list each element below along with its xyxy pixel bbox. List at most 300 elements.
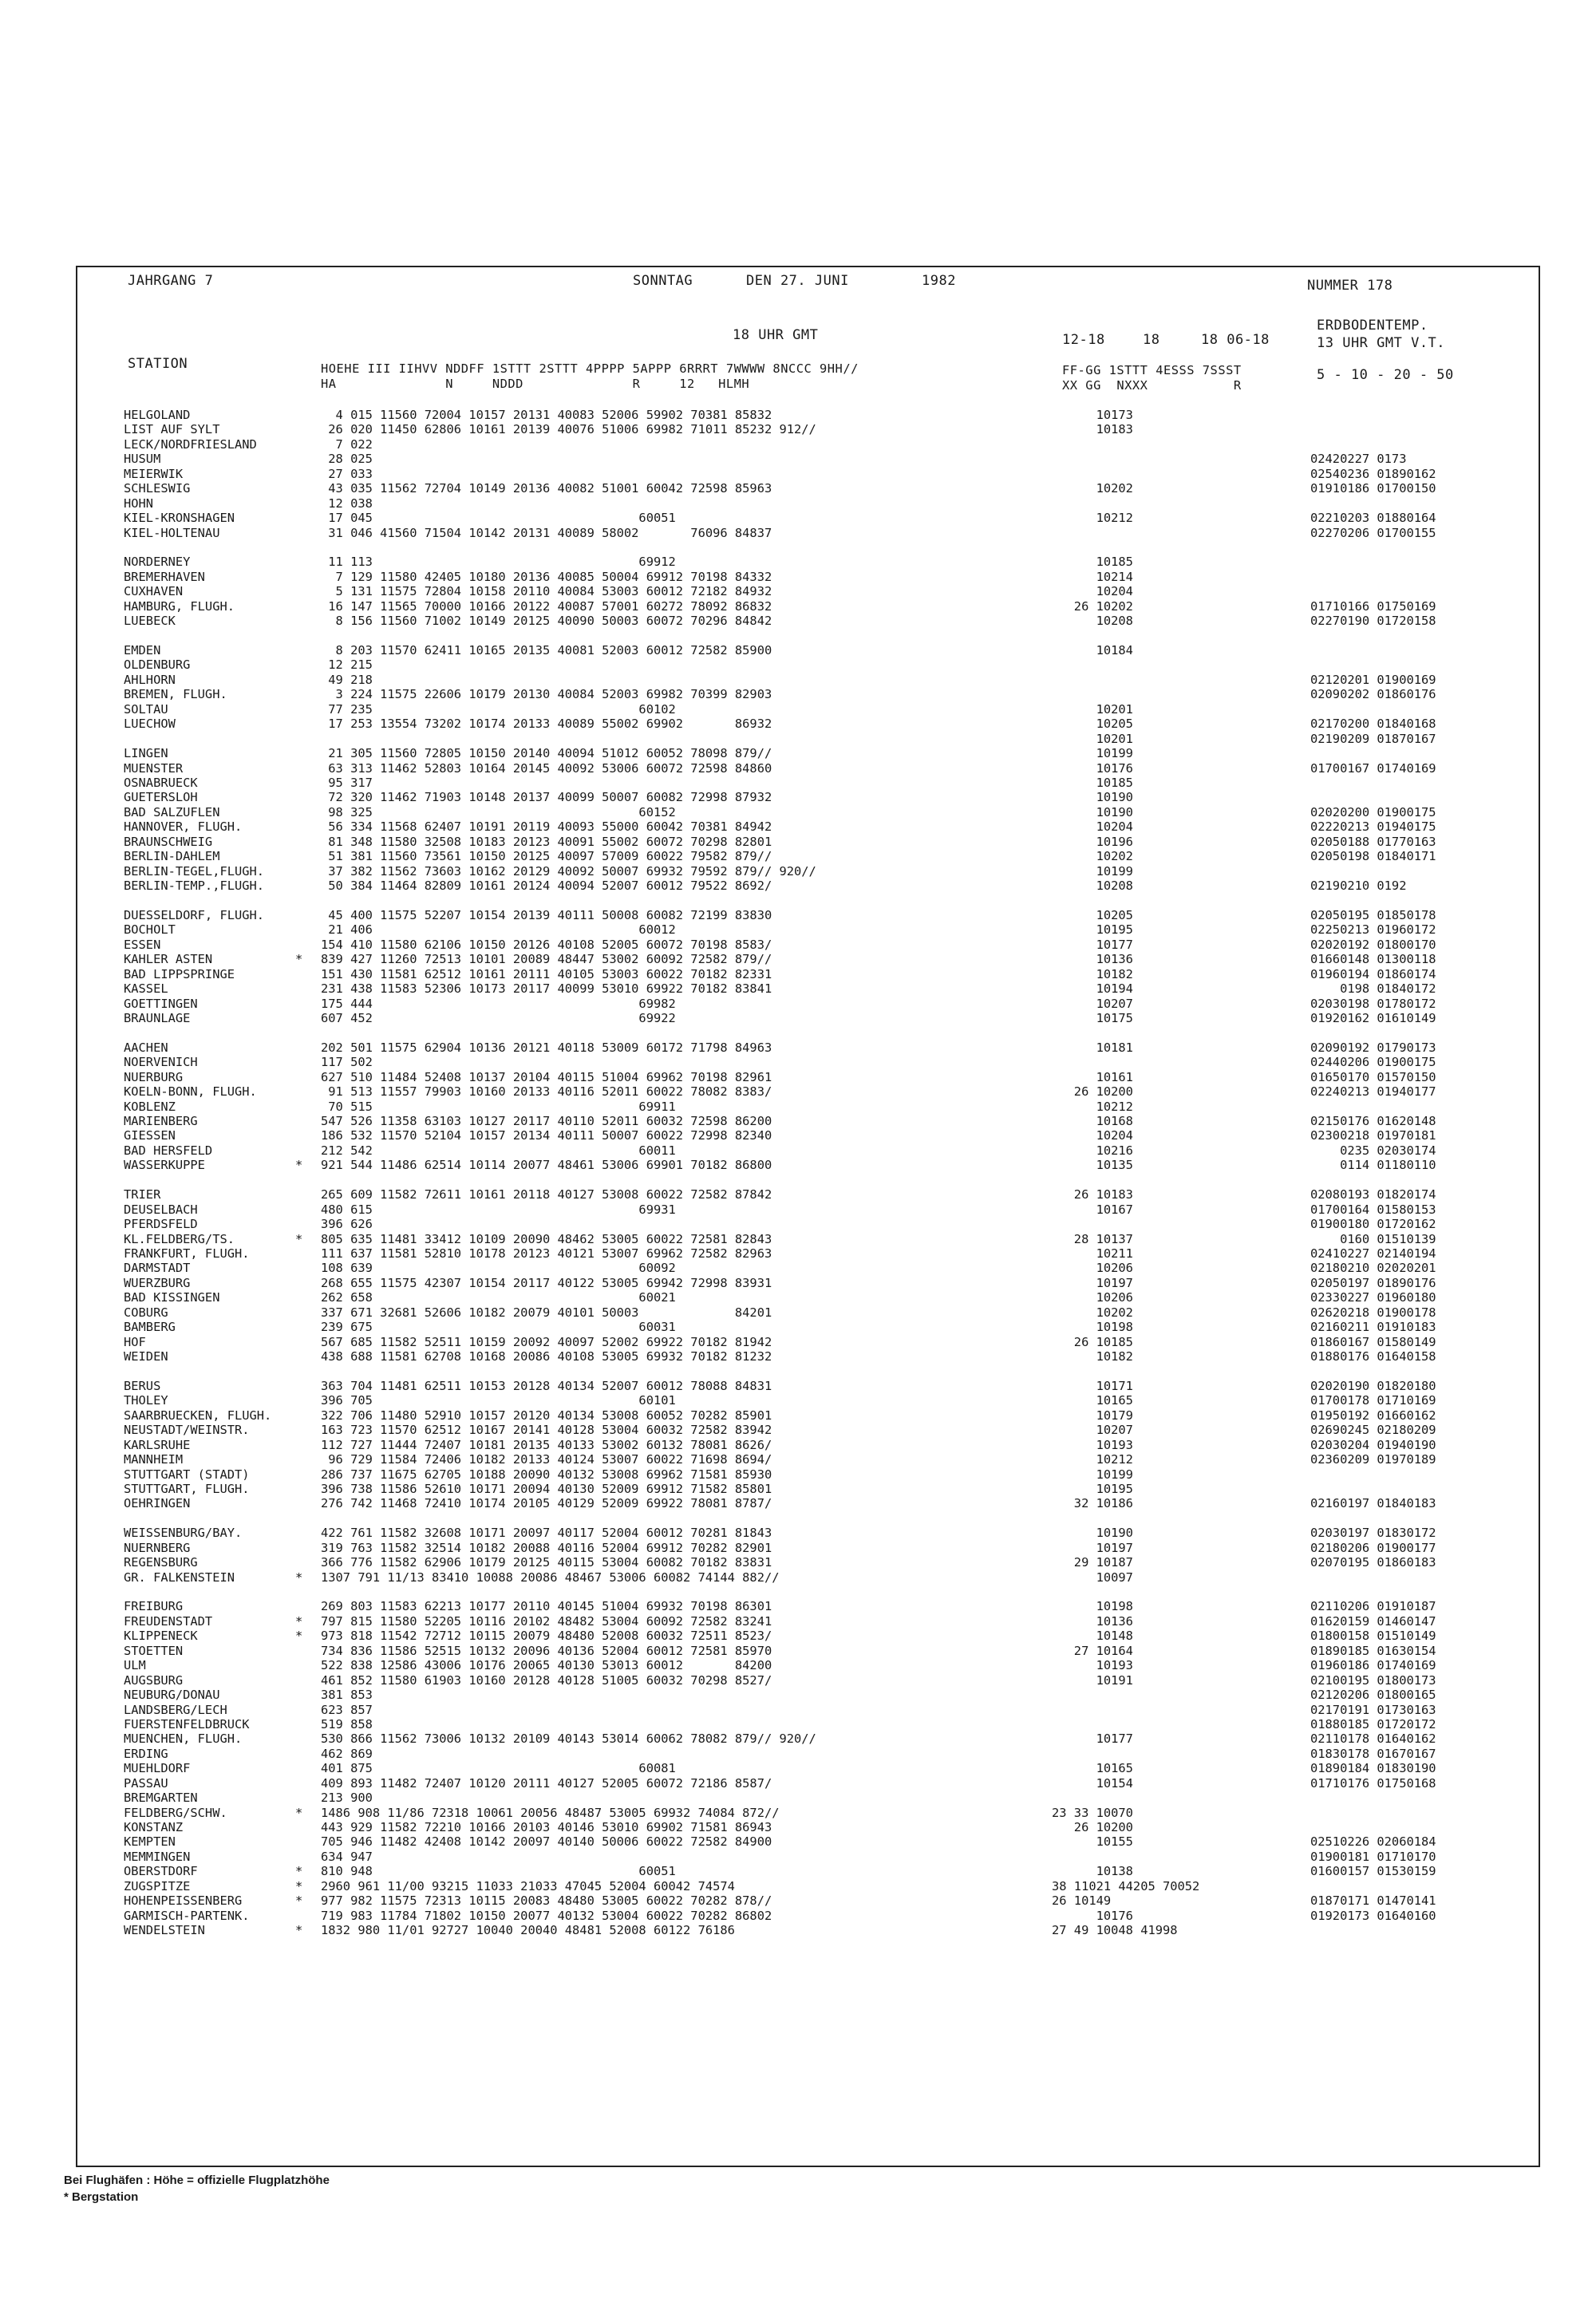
- station-name: WENDELSTEIN: [124, 1923, 205, 1938]
- mountain-station-mark: *: [295, 1893, 303, 1909]
- soil-temperatures: 01900180 01720162: [1310, 1217, 1436, 1232]
- soil-temperatures: [1310, 540, 1436, 555]
- mountain-station-mark: [295, 1128, 302, 1143]
- observation-codes: 27 033: [321, 466, 373, 481]
- period-values: 10195: [1052, 1481, 1133, 1496]
- observation-codes: 4 015 11560 72004 10157 20131 40083 52006 59902 70381 85832: [321, 408, 772, 422]
- mountain-station-mark: [295, 1173, 302, 1187]
- period-values: 10202: [1052, 849, 1133, 864]
- station-name: OSNABRUECK: [124, 775, 198, 790]
- mountain-station-mark: [295, 997, 302, 1011]
- mountain-station-mark: [295, 1717, 302, 1731]
- mountain-station-mark: [295, 614, 302, 628]
- period-values: 10173: [1052, 408, 1133, 422]
- mountain-station-mark: [295, 864, 302, 879]
- period-values: 10155: [1052, 1834, 1133, 1850]
- soil-temperatures: 01920162 01610149: [1310, 1010, 1436, 1025]
- station-name: [124, 732, 271, 746]
- station-name: KEMPTEN: [124, 1834, 176, 1850]
- period-values: 26 10149: [1052, 1893, 1112, 1909]
- period-values: [1052, 1217, 1199, 1231]
- soil-temperatures: [1310, 1879, 1436, 1893]
- station-name-column: [124, 408, 271, 1938]
- mountain-station-mark: [295, 1423, 302, 1437]
- period-values: 10168: [1052, 1114, 1133, 1128]
- mountain-station-mark: *: [295, 1231, 303, 1246]
- right-column-headings: FF-GG 1STTT 4ESSS 7SSST: [1062, 363, 1242, 377]
- soil-temperatures: [1310, 629, 1436, 643]
- soil-temperatures: [1310, 437, 1436, 452]
- period-values: 10193: [1052, 1437, 1133, 1452]
- period-values: [1052, 1364, 1199, 1378]
- soil-temperatures: 01960186 01740169: [1310, 1658, 1436, 1673]
- issue-number: NUMMER 178: [1307, 278, 1393, 294]
- observation-codes: 12 215: [321, 657, 373, 673]
- mountain-station-mark: [295, 732, 302, 746]
- observation-codes: 396 738 11586 52610 10171 20094 40130 52009 69912 71582 85801: [321, 1481, 772, 1496]
- observation-codes: 381 853: [321, 1688, 373, 1703]
- period-values: 10204: [1052, 1128, 1133, 1143]
- observation-codes: 269 803 11583 62213 10177 20110 40145 51004 69932 70198 86301: [321, 1599, 772, 1614]
- observation-codes: 3 224 11575 22606 10179 20130 40084 52003 69982 70399 82903: [321, 687, 772, 702]
- soil-temperatures: 01710166 01750169: [1310, 598, 1436, 614]
- soil-temperatures: [1310, 1806, 1436, 1820]
- station-name: SOLTAU: [124, 701, 168, 717]
- soil-temperatures: [1310, 1482, 1436, 1496]
- period-values: 10176: [1052, 1908, 1133, 1923]
- period-values: 10182: [1052, 1349, 1133, 1364]
- period-values: 10199: [1052, 863, 1133, 879]
- station-name: BAD SALZUFLEN: [124, 804, 220, 819]
- period-18: 18: [1143, 332, 1160, 348]
- station-name: AHLHORN: [124, 672, 176, 687]
- mountain-station-mark: [295, 835, 302, 849]
- soil-temperatures: [1310, 1570, 1436, 1585]
- mountain-station-mark: [295, 1688, 302, 1702]
- station-name: SCHLESWIG: [124, 481, 191, 496]
- soil-temperatures: 01900181 01710170: [1310, 1849, 1436, 1864]
- observation-codes: 438 688 11581 62708 10168 20086 40108 53005 69932 70182 81232: [321, 1349, 772, 1364]
- period-values: 10202: [1052, 1305, 1133, 1320]
- observation-codes: 17 045 60051: [321, 511, 676, 526]
- observation-codes: 276 742 11468 72410 10174 20105 40129 52009 69922 78081 8787/: [321, 1496, 772, 1511]
- soil-temperatures: 01650170 01570150: [1310, 1069, 1436, 1084]
- observation-codes: 480 615 69931: [321, 1202, 676, 1217]
- station-name: MUENCHEN, FLUGH.: [124, 1731, 243, 1747]
- observation-codes: 1486 908 11/86 72318 10061 20056 48487 53005 69932 74084 872//: [321, 1805, 780, 1820]
- period-values: 10199: [1052, 746, 1133, 761]
- mountain-station-mark: *: [295, 1805, 303, 1820]
- period-values: 10175: [1052, 1010, 1133, 1025]
- soil-temperatures: 01950192 01660162: [1310, 1408, 1436, 1423]
- period-values: 27 49 10048 41998: [1052, 1923, 1178, 1938]
- observation-codes: 21 406 60012: [321, 922, 676, 938]
- period-values: 10212: [1052, 511, 1133, 526]
- soil-temperatures: [1310, 702, 1436, 717]
- station-name: DUESSELDORF, FLUGH.: [124, 907, 265, 922]
- soil-temperatures: [1310, 1025, 1436, 1040]
- weekday-label: SONNTAG: [633, 273, 693, 289]
- station-name: TRIER: [124, 1187, 161, 1202]
- soil-temperatures: 01880185 01720172: [1310, 1716, 1436, 1731]
- mountain-station-mark: [295, 511, 302, 525]
- observation-codes: 734 836 11586 52515 10132 20096 40136 52004 60012 72581 85970: [321, 1643, 772, 1658]
- soil-temperatures: [1310, 657, 1436, 672]
- mountain-station-mark: [295, 1114, 302, 1128]
- station-name: FREUDENSTADT: [124, 1613, 213, 1629]
- mountain-station-mark: [295, 1393, 302, 1408]
- observation-codes: 462 869: [321, 1746, 373, 1761]
- mountain-station-mark: [295, 422, 302, 436]
- soil-temperatures: 02050198 01840171: [1310, 849, 1436, 864]
- period-values: 10177: [1052, 1731, 1133, 1747]
- soil-temperatures: [1310, 1511, 1436, 1526]
- period-values: [1052, 452, 1199, 466]
- soil-temperatures: 02170191 01730163: [1310, 1702, 1436, 1717]
- mountain-station-mark: [295, 1834, 302, 1849]
- mountain-station-mark: [295, 1438, 302, 1452]
- observation-codes: 202 501 11575 62904 10136 20121 40118 53009 60172 71798 84963: [321, 1040, 772, 1055]
- station-name: KARLSRUHE: [124, 1437, 191, 1452]
- observation-codes: 63 313 11462 52803 10164 20145 40092 53006 60072 72598 84860: [321, 760, 772, 776]
- soil-temperatures: [1310, 776, 1436, 790]
- station-name: [124, 1173, 271, 1187]
- soil-temperatures: 02180206 01900177: [1310, 1540, 1436, 1555]
- volume-label: JAHRGANG 7: [128, 273, 214, 289]
- mountain-station-mark: [295, 893, 302, 907]
- mountain-station-mark: [295, 746, 302, 760]
- observation-codes: 186 532 11570 52104 10157 20134 40111 50007 60022 72998 82340: [321, 1128, 772, 1143]
- soil-temperatures: 01700164 01580153: [1310, 1202, 1436, 1217]
- station-name: KIEL-HOLTENAU: [124, 525, 220, 540]
- period-values: [1052, 526, 1199, 540]
- station-name: REGENSBURG: [124, 1555, 198, 1570]
- mountain-station-mark: [295, 1276, 302, 1290]
- soil-temperatures: 02030204 01940190: [1310, 1437, 1436, 1452]
- soil-temperatures: [1310, 1467, 1436, 1482]
- period-values: [1052, 687, 1199, 701]
- period-values: 23 33 10070: [1052, 1805, 1133, 1820]
- mountain-station-mark: [295, 1555, 302, 1570]
- station-name: COBURG: [124, 1305, 168, 1320]
- station-name: NEUBURG/DONAU: [124, 1688, 220, 1703]
- footnote-mountain-station: * Bergstation: [64, 2190, 139, 2204]
- station-name: BOCHOLT: [124, 922, 176, 938]
- period-values: 10181: [1052, 1040, 1133, 1055]
- observation-codes: 21 305 11560 72805 10150 20140 40094 51012 60052 78098 879//: [321, 746, 772, 761]
- soil-temperatures: 02270206 01700155: [1310, 525, 1436, 540]
- soil-temperatures: 01600157 01530159: [1310, 1864, 1436, 1879]
- observation-codes: 1832 980 11/01 92727 10040 20040 48481 52008 60122 76186: [321, 1923, 735, 1938]
- year-label: 1982: [922, 273, 956, 289]
- period-values: [1052, 540, 1199, 555]
- soil-temperatures: 02050197 01890176: [1310, 1275, 1436, 1290]
- soil-temperatures: 02110178 01640162: [1310, 1731, 1436, 1747]
- station-name: FRANKFURT, FLUGH.: [124, 1246, 250, 1261]
- soil-temperatures: [1310, 1100, 1436, 1114]
- observation-codes: 567 685 11582 52511 10159 20092 40097 52002 69922 70182 81942: [321, 1334, 772, 1349]
- soil-temperatures: 02020192 01800170: [1310, 937, 1436, 952]
- period-values: 10193: [1052, 1658, 1133, 1673]
- soil-temperatures: 0160 01510139: [1310, 1231, 1436, 1246]
- period-values: [1052, 1850, 1199, 1864]
- observation-codes: 17 253 13554 73202 10174 20133 40089 55002 69902 86932: [321, 717, 772, 732]
- period-values: 10197: [1052, 1275, 1133, 1290]
- soil-temperatures: 02050195 01850178: [1310, 907, 1436, 922]
- mountain-station-mark: [295, 496, 302, 511]
- soil-temperatures: 02090192 01790173: [1310, 1040, 1436, 1055]
- period-values: [1052, 1717, 1199, 1731]
- period-values: 10201: [1052, 701, 1133, 717]
- mountain-station-mark: [295, 1541, 302, 1555]
- soil-temperatures: 01910186 01700150: [1310, 481, 1436, 496]
- period-values: 10191: [1052, 1672, 1133, 1688]
- observation-codes: 797 815 11580 52205 10116 20102 48482 53004 60092 72582 83241: [321, 1613, 772, 1629]
- observation-codes: [321, 732, 816, 746]
- mountain-station-mark: [295, 967, 302, 981]
- soil-temperatures: 02420227 0173: [1310, 452, 1407, 467]
- observation-codes: 28 025: [321, 452, 373, 467]
- station-name: HAMBURG, FLUGH.: [124, 598, 235, 614]
- soil-temperatures: 02120201 01900169: [1310, 672, 1436, 687]
- soil-temperatures: 02120206 01800165: [1310, 1688, 1436, 1703]
- observation-codes: 31 046 41560 71504 10142 20131 40089 58002 76096 84837: [321, 525, 772, 540]
- mountain-station-mark: [295, 1909, 302, 1923]
- station-name: FREIBURG: [124, 1599, 184, 1614]
- period-values: 10212: [1052, 1452, 1133, 1467]
- mountain-station-mark: [295, 879, 302, 893]
- mountain-station-mark: *: [295, 1158, 303, 1173]
- observation-codes: [321, 1364, 816, 1378]
- station-name: HELGOLAND: [124, 408, 191, 422]
- mountain-station-mark: [295, 805, 302, 819]
- mountain-station-mark: [295, 1055, 302, 1069]
- observation-codes: 396 626: [321, 1217, 373, 1232]
- soil-temperatures: 01870171 01470141: [1310, 1893, 1436, 1909]
- date-label: DEN 27. JUNI: [746, 273, 849, 289]
- observation-codes: 26 020 11450 62806 10161 20139 40076 51006 69982 71011 85232 912//: [321, 422, 816, 437]
- mountain-station-mark: [295, 1703, 302, 1717]
- observation-codes: 322 706 11480 52910 10157 20120 40134 53008 60052 70282 85901: [321, 1408, 772, 1423]
- station-name: THOLEY: [124, 1393, 168, 1408]
- observation-codes: 2960 961 11/00 93215 11033 21033 47045 52004 60042 74574: [321, 1878, 735, 1893]
- soil-temperatures: 02190209 01870167: [1310, 731, 1436, 746]
- station-name: EMDEN: [124, 643, 161, 657]
- period-values: 10198: [1052, 1599, 1133, 1614]
- period-values: [1052, 1747, 1199, 1761]
- observation-codes: [321, 540, 816, 555]
- mountain-station-mark: [295, 1644, 302, 1658]
- station-name: [124, 1364, 271, 1378]
- observation-codes: 268 655 11575 42307 10154 20117 40122 53005 69942 72998 83931: [321, 1275, 772, 1290]
- soil-temperatures: [1310, 1923, 1436, 1937]
- observation-codes: 805 635 11481 33412 10109 20090 48462 53005 60022 72581 82843: [321, 1231, 772, 1246]
- period-values: 10202: [1052, 481, 1133, 496]
- period-values: 27 10164: [1052, 1643, 1133, 1658]
- observation-codes: 70 515 69911: [321, 1099, 676, 1114]
- mountain-station-mark: [295, 702, 302, 717]
- soil-temperatures: 02020190 01820180: [1310, 1378, 1436, 1393]
- period-values: 10185: [1052, 555, 1133, 570]
- observation-codes: [321, 1511, 816, 1526]
- mountain-station-mark: [295, 555, 302, 569]
- station-name: PASSAU: [124, 1775, 168, 1791]
- period-values: 10206: [1052, 1290, 1133, 1305]
- period-values: 10196: [1052, 834, 1133, 849]
- mountain-station-mark: [295, 1731, 302, 1746]
- soil-temperatures: 01710176 01750168: [1310, 1775, 1436, 1791]
- mountain-station-mark: [295, 1246, 302, 1261]
- soil-temperatures: 02190210 0192: [1310, 879, 1407, 893]
- observation-codes: 91 513 11557 79903 10160 20133 40116 52011 60022 78082 8383/: [321, 1084, 772, 1100]
- mountain-station-mark: [295, 1187, 302, 1202]
- soil-temperatures: 01890185 01630154: [1310, 1643, 1436, 1658]
- observation-codes: 7 022: [321, 436, 373, 452]
- station-name: WEISSENBURG/BAY.: [124, 1526, 243, 1541]
- period-values: [1052, 437, 1199, 452]
- station-name: [124, 629, 271, 643]
- observation-column: [321, 408, 816, 1938]
- code-column-headings: HOEHE III IIHVV NDDFF 1STTT 2STTT 4PPPP 5APPP 6RRRT 7WWWW 8NCCC 9HH//: [321, 361, 859, 376]
- period-values: [1052, 1791, 1199, 1805]
- period-values: 10204: [1052, 819, 1133, 835]
- mountain-station-mark: *: [295, 1878, 303, 1893]
- observation-codes: 12 038: [321, 496, 373, 511]
- mountain-station-mark: [295, 1305, 302, 1320]
- observation-codes: 319 763 11582 32514 10182 20088 40116 52004 69912 70282 82901: [321, 1540, 772, 1555]
- station-name: GOETTINGEN: [124, 996, 198, 1011]
- observation-codes: 5 131 11575 72804 10158 20110 40084 53003 60012 72182 84932: [321, 584, 772, 599]
- soil-temperatures: 02050188 01770163: [1310, 834, 1436, 849]
- station-name: [124, 893, 271, 907]
- period-values: 10197: [1052, 1540, 1133, 1555]
- soil-temperatures: 01660148 01300118: [1310, 952, 1436, 967]
- station-name: GARMISCH-PARTENK.: [124, 1908, 250, 1923]
- station-name: HANNOVER, FLUGH.: [124, 819, 243, 835]
- observation-codes: 45 400 11575 52207 10154 20139 40111 50008 60082 72199 83830: [321, 907, 772, 922]
- soil-temperatures: 01620159 01460147: [1310, 1613, 1436, 1629]
- period-values: 10135: [1052, 1158, 1133, 1173]
- mountain-station-mark: [295, 849, 302, 863]
- footnote-airport-height: Bei Flughäfen : Höhe = offizielle Flugplatzhöhe: [64, 2174, 330, 2187]
- station-name: LUECHOW: [124, 717, 176, 732]
- soil-temperatures: [1310, 864, 1436, 879]
- station-name: NOERVENICH: [124, 1055, 198, 1070]
- observation-codes: 366 776 11582 62906 10179 20125 40115 53004 60082 70182 83831: [321, 1555, 772, 1570]
- station-name: BAD LIPPSPRINGE: [124, 966, 235, 981]
- station-name: HOF: [124, 1334, 146, 1349]
- station-name: BREMGARTEN: [124, 1791, 198, 1806]
- mountain-station-mark: [295, 584, 302, 598]
- station-name: KASSEL: [124, 981, 168, 997]
- observation-codes: 98 325 60152: [321, 804, 676, 819]
- observation-codes: [321, 1025, 816, 1040]
- soil-temp-title: ERDBODENTEMP.: [1317, 318, 1428, 334]
- observation-codes: [321, 1585, 816, 1599]
- period-values: 10194: [1052, 981, 1133, 997]
- soil-temperatures: 02030198 01780172: [1310, 996, 1436, 1011]
- soil-temperatures: 02540236 01890162: [1310, 466, 1436, 481]
- station-name: KONSTANZ: [124, 1820, 184, 1834]
- soil-temperatures: [1310, 1364, 1436, 1378]
- period-values: 10208: [1052, 614, 1133, 629]
- mountain-station-mark: [295, 408, 302, 422]
- mountain-station-mark: [295, 922, 302, 937]
- station-name: [124, 540, 271, 555]
- period-values: 10136: [1052, 1613, 1133, 1629]
- mountain-station-mark: [295, 717, 302, 731]
- period-values: 10097: [1052, 1570, 1133, 1585]
- period-values: 10177: [1052, 937, 1133, 952]
- mountain-station-mark: [295, 908, 302, 922]
- mountain-station-mark: [295, 1850, 302, 1864]
- observation-codes: 108 639 60092: [321, 1261, 676, 1276]
- observation-codes: 95 317: [321, 775, 373, 790]
- observation-codes: 262 658 60021: [321, 1290, 676, 1305]
- period-values: 10208: [1052, 879, 1133, 893]
- period-values: 10176: [1052, 760, 1133, 776]
- mountain-station-mark: [295, 1599, 302, 1613]
- soil-temperatures: [1310, 1791, 1436, 1805]
- station-name: KLIPPENECK: [124, 1629, 198, 1644]
- mountain-station-mark: [295, 819, 302, 834]
- station-name: BERUS: [124, 1378, 161, 1393]
- station-name: STUTTGART, FLUGH.: [124, 1481, 250, 1496]
- mountain-station-mark: [295, 1364, 302, 1378]
- station-name: KOBLENZ: [124, 1099, 176, 1114]
- soil-temperatures: 01890184 01830190: [1310, 1761, 1436, 1776]
- mountain-station-mark: [295, 790, 302, 804]
- station-name: NUERNBERG: [124, 1540, 191, 1555]
- observation-codes: 56 334 11568 62407 10191 20119 40093 55000 60042 70381 84942: [321, 819, 772, 835]
- mountain-station-mark: *: [295, 1864, 303, 1879]
- soil-temperatures: [1310, 570, 1436, 584]
- observation-codes: 175 444 69982: [321, 996, 676, 1011]
- observation-codes: [321, 1173, 816, 1187]
- period-values: 10195: [1052, 922, 1133, 938]
- observation-codes: 461 852 11580 61903 10160 20128 40128 51005 60032 70298 8527/: [321, 1672, 772, 1688]
- observation-codes: 409 893 11482 72407 10120 20111 40127 52005 60072 72186 8587/: [321, 1775, 772, 1791]
- period-values: 10190: [1052, 1526, 1133, 1541]
- mountain-station-mark: [295, 1349, 302, 1364]
- soil-temperatures: [1310, 555, 1436, 569]
- observation-codes: 239 675 60031: [321, 1320, 676, 1335]
- soil-temperatures: 02170200 01840168: [1310, 717, 1436, 732]
- mountain-station-mark: [295, 540, 302, 555]
- period-values: 10212: [1052, 1099, 1133, 1114]
- station-name: STUTTGART (STADT): [124, 1467, 250, 1482]
- observation-codes: 921 544 11486 62514 10114 20077 48461 53006 69901 70182 86800: [321, 1158, 772, 1173]
- station-name: NORDERNEY: [124, 555, 191, 570]
- period-values: 10207: [1052, 1423, 1133, 1438]
- mountain-station-mark: [295, 1025, 302, 1040]
- station-name: NEUSTADT/WEINSTR.: [124, 1423, 250, 1438]
- period-values: 10179: [1052, 1408, 1133, 1423]
- station-name: BREMEN, FLUGH.: [124, 687, 227, 702]
- observation-codes: 111 637 11581 52810 10178 20123 40121 53007 69962 72582 82963: [321, 1246, 772, 1261]
- station-name: GIESSEN: [124, 1128, 176, 1143]
- station-name: BAD HERSFELD: [124, 1143, 213, 1158]
- soil-temperatures: 02080193 01820174: [1310, 1187, 1436, 1202]
- observation-codes: 72 320 11462 71903 10148 20137 40099 50007 60082 72998 87932: [321, 790, 772, 805]
- soil-temperatures: [1310, 408, 1436, 422]
- station-name: STOETTEN: [124, 1643, 184, 1658]
- soil-temperatures: [1310, 746, 1436, 760]
- observation-codes: 363 704 11481 62511 10153 20128 40134 52007 60012 78088 84831: [321, 1378, 772, 1393]
- station-name: GR. FALKENSTEIN: [124, 1570, 235, 1585]
- mountain-station-mark: [295, 1511, 302, 1526]
- soil-temperatures: 01800158 01510149: [1310, 1629, 1436, 1644]
